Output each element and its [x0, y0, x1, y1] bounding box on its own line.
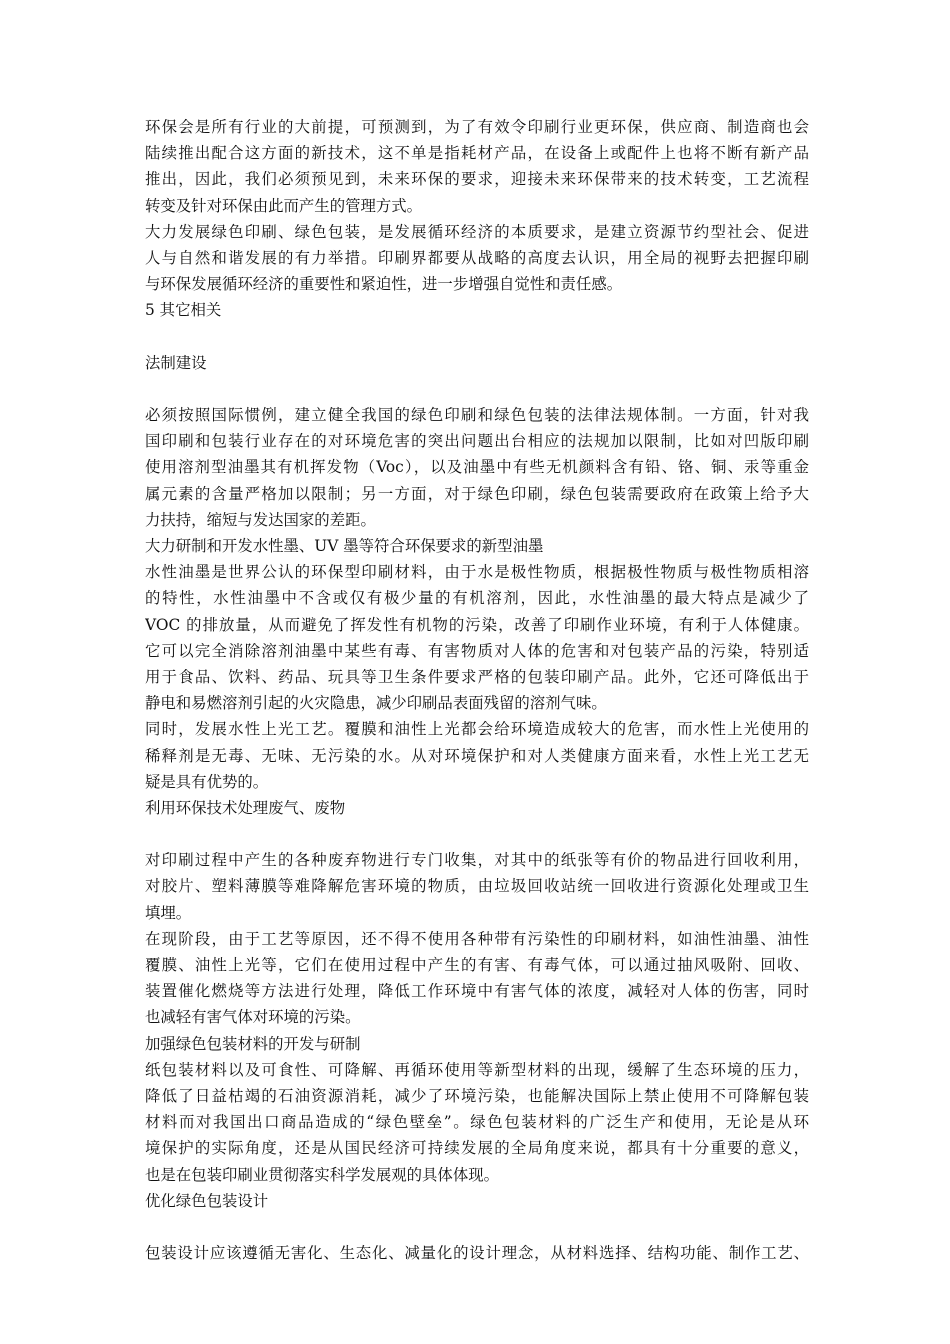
text-line: 国印刷和包装行业存在的对环境危害的突出问题出台相应的法规加以限制，比如对凹版印刷: [145, 432, 809, 451]
subheading-ink: 大力研制和开发水性墨、UV 墨等符合环保要求的新型油墨: [145, 537, 544, 555]
text-line: 的特性，水性油墨中不含或仅有极少量的有机溶剂，因此，水性油墨的最大特点是减少了: [145, 589, 809, 608]
subheading-law: 法制建设: [145, 353, 207, 372]
text-line: 陆续推出配合这方面的新技术，这不单是指耗材产品，在设备上或配件上也将不断有新产品: [145, 144, 809, 163]
text-line: 材料而对我国出口商品造成的“绿色壁垒”。绿色包装材料的广泛生产和使用，无论是从环: [145, 1113, 809, 1132]
blank-line: [145, 376, 809, 402]
text-line: 覆膜、油性上光等，它们在使用过程中产生的有害、有毒气体，可以通过抽风吸附、回收、: [145, 956, 809, 974]
blank-line: [145, 821, 809, 847]
text-line: 同时，发展水性上光工艺。覆膜和油性上光都会给环境造成较大的危害，而水性上光使用的: [145, 720, 809, 739]
text-line: 大力发展绿色印刷、绿色包装，是发展循环经济的本质要求，是建立资源节约型社会、促进: [145, 222, 809, 241]
paragraph-environment-premise: [145, 114, 809, 219]
text-line: 稀释剂是无毒、无味、无污染的水。从对环境保护和对人类健康方面来看，水性上光工艺无: [145, 746, 809, 765]
text-line: 与环保发展循环经济的重要性和紧迫性，进一步增强自觉性和责任感。: [145, 275, 623, 294]
subheading-waste: 利用环保技术处理废气、废物: [145, 798, 346, 817]
paragraph-varnish: [145, 716, 809, 795]
text-line: 用于食品、饮料、药品、玩具等卫生条件要求严格的包装印刷产品。此外，它还可降低出于: [145, 667, 809, 686]
text-line: 包装设计应该遵循无害化、生态化、减量化的设计理念，从材料选择、结构功能、制作工艺、: [145, 1244, 809, 1263]
text-line: 环保会是所有行业的大前提，可预测到，为了有效令印刷行业更环保，供应商、制造商也会: [145, 118, 809, 136]
blank-line: [145, 1214, 809, 1240]
paragraph-current-stage: [145, 926, 809, 1031]
paragraph-green-printing: [145, 219, 809, 298]
paragraph-design: [145, 1240, 809, 1266]
document-page: [145, 114, 809, 1266]
paragraph-waste: [145, 847, 809, 926]
text-line: VOC 的排放量，从而避免了挥发性有机物的污染，改善了印刷作业环境，有利于人体健康。: [145, 615, 809, 634]
text-line: 推出，因此，我们必须预见到，未来环保的要求，迎接未来环保带来的技术转变，工艺流程: [145, 170, 809, 189]
text-line: 必须按照国际惯例，建立健全我国的绿色印刷和绿色包装的法律法规体制。一方面，针对我: [145, 406, 809, 425]
paragraph-ink: [145, 559, 809, 716]
section-heading-other: 5 其它相关: [145, 301, 222, 320]
text-line: 它可以完全消除溶剂油墨中某些有毒、有害物质对人体的危害和对包装产品的污染，特别适: [145, 641, 809, 660]
text-line: 也是在包装印刷业贯彻落实科学发展观的具体体现。: [145, 1165, 499, 1184]
text-line: 也减轻有害气体对环境的污染。: [145, 1008, 361, 1027]
text-line: 静电和易燃溶剂引起的火灾隐患，减少印刷品表面残留的溶剂气味。: [145, 694, 607, 713]
paragraph-law: [145, 402, 809, 533]
text-line: 对胶片、塑料薄膜等难降解危害环境的物质，由垃圾回收站统一回收进行资源化处理或卫生: [145, 877, 809, 896]
text-line: 人与自然和谐发展的有力举措。印刷界都要从战略的高度去认识，用全局的视野去把握印刷: [145, 248, 809, 267]
text-line: 在现阶段，由于工艺等原因，还不得不使用各种带有污染性的印刷材料，如油性油墨、油性: [145, 929, 809, 948]
text-line: 填埋。: [145, 903, 192, 922]
text-line: 使用溶剂型油墨其有机挥发物（Voc），以及油墨中有些无机颜料含有铅、铬、铜、汞等重金: [145, 458, 809, 477]
subheading-material: 加强绿色包装材料的开发与研制: [145, 1034, 361, 1053]
text-line: 境保护的实际角度，还是从国民经济可持续发展的全局角度来说，都具有十分重要的意义，: [145, 1139, 809, 1158]
text-line: 转变及针对环保由此而产生的管理方式。: [145, 196, 423, 215]
text-line: 对印刷过程中产生的各种废弃物进行专门收集，对其中的纸张等有价的物品进行回收利用，: [145, 851, 809, 870]
text-line: 纸包装材料以及可食性、可降解、再循环使用等新型材料的出现，缓解了生态环境的压力，: [145, 1060, 809, 1079]
subheading-design: 优化绿色包装设计: [145, 1191, 269, 1210]
text-line: 力扶持，缩短与发达国家的差距。: [145, 510, 376, 529]
text-line: 疑是具有优势的。: [145, 772, 269, 791]
paragraph-material: [145, 1057, 809, 1188]
text-line: 水性油墨是世界公认的环保型印刷材料，由于水是极性物质，根据极性物质与极性物质相溶: [145, 563, 809, 582]
text-line: 属元素的含量严格加以限制；另一方面，对于绿色印刷，绿色包装需要政府在政策上给予大: [145, 484, 809, 503]
text-line: 装置催化燃烧等方法进行处理，降低工作环境中有害气体的浓度，减轻对人体的伤害，同时: [145, 982, 809, 1001]
blank-line: [145, 324, 809, 350]
text-line: 降低了日益枯竭的石油资源消耗，减少了环境污染，也能解决国际上禁止使用不可降解包装: [145, 1086, 809, 1105]
